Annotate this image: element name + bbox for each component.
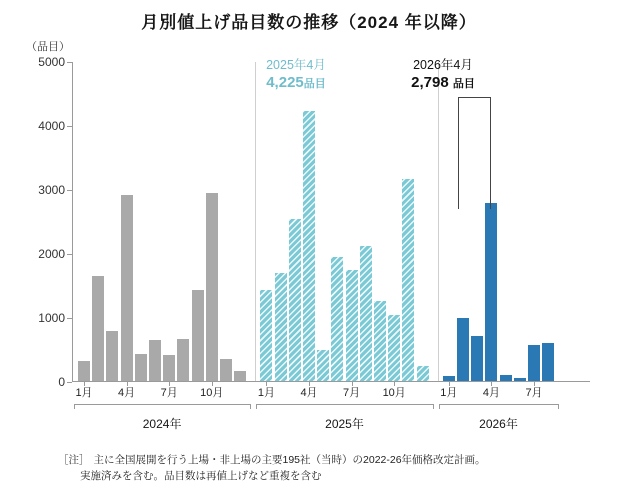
bar-2024年-12月 <box>234 371 246 381</box>
bar-2025年-12月 <box>417 366 429 381</box>
y-tick-1000: 1000 <box>38 311 65 325</box>
year-band-segment <box>256 404 432 405</box>
footnote-tag: ［注］ <box>58 454 90 466</box>
bar-2024年-2月 <box>92 276 104 381</box>
bar-2025年-6月 <box>331 257 343 381</box>
year-separator-1 <box>255 62 256 381</box>
bar-2024年-4月 <box>121 195 133 381</box>
bar-2025年-8月 <box>360 246 372 381</box>
year-band-tick <box>74 404 75 409</box>
bar-2025年-9月 <box>374 301 386 381</box>
bar-2026年-7月 <box>528 345 540 381</box>
bar-2025年-7月 <box>346 270 358 381</box>
bar-group <box>72 62 590 381</box>
x-axis-year-labels <box>72 415 590 433</box>
bar-2025年-4月 <box>303 111 315 381</box>
bar-2024年-9月 <box>192 290 204 381</box>
annotation-peak-2025-value: 4,225品目 <box>266 73 326 91</box>
x-axis-year-band <box>72 404 590 405</box>
bar-2024年-7月 <box>163 355 175 381</box>
plot-area <box>38 55 590 389</box>
year-band-segment <box>74 404 250 405</box>
x-axis-line <box>72 381 590 382</box>
year-band-segment <box>439 404 558 405</box>
bar-2026年-5月 <box>500 375 512 381</box>
x-tick-label: 1月 <box>75 387 93 399</box>
bar-2024年-8月 <box>177 339 189 381</box>
year-band-tick <box>439 404 440 409</box>
year-band-tick <box>433 404 434 409</box>
annotation-peak-2026-value: 2,798 品目 <box>411 73 475 91</box>
x-tick-label: 1月 <box>257 387 275 399</box>
footnote-line-2: 実施済みを含む。品目数は再値上げなど重複を含む <box>80 470 322 483</box>
footnote <box>58 452 603 485</box>
bar-2024年-1月 <box>78 361 90 381</box>
bar-2026年-4月 <box>485 203 497 382</box>
bar-2024年-5月 <box>135 354 147 381</box>
y-tick-mark-0 <box>67 382 72 383</box>
x-tick-label: 4月 <box>118 387 136 399</box>
x-tick-label: 10月 <box>200 387 224 399</box>
year-band-tick <box>558 404 559 409</box>
year-label: 2024年 <box>142 417 182 431</box>
annotation-peak-2026: 2026年4月 2,798 品目 <box>383 58 503 92</box>
bar-2026年-2月 <box>457 318 469 381</box>
x-tick-label: 4月 <box>300 387 318 399</box>
x-tick-label: 7月 <box>525 387 543 399</box>
y-axis-unit-label: （品目） <box>26 41 70 53</box>
bar-2026年-6月 <box>514 378 526 381</box>
bar-2024年-6月 <box>149 340 161 381</box>
x-tick-label: 4月 <box>482 387 500 399</box>
bar-2026年-3月 <box>471 336 483 381</box>
footnote-line-1: 主に全国展開を行う上場・非上場の主要195社（当時）の2022-26年価格改定計画。 <box>93 454 486 466</box>
y-tick-3000: 3000 <box>38 183 65 197</box>
y-tick-4000: 4000 <box>38 119 65 133</box>
year-label: 2025年 <box>325 417 364 431</box>
x-axis-month-labels <box>72 384 590 400</box>
bar-2025年-3月 <box>289 219 301 381</box>
bar-2025年-11月 <box>402 179 414 381</box>
y-tick-5000: 5000 <box>38 55 65 69</box>
bar-2025年-10月 <box>388 315 400 381</box>
year-band-tick <box>256 404 257 409</box>
x-tick-label: 7月 <box>343 387 361 399</box>
x-tick-label: 10月 <box>382 387 406 399</box>
y-tick-0: 0 <box>58 375 65 389</box>
annotation-peak-2025: 2025年4月 4,225品目 <box>236 58 356 92</box>
year-band-tick <box>250 404 251 409</box>
year-separator-2 <box>438 62 439 381</box>
bar-2024年-10月 <box>206 193 218 381</box>
bar-2026年-8月 <box>542 343 554 381</box>
bar-2025年-2月 <box>275 273 287 381</box>
annotation-leader-line <box>458 97 491 209</box>
bar-2024年-11月 <box>220 359 232 381</box>
bar-2025年-5月 <box>317 350 329 381</box>
bar-2024年-3月 <box>106 331 118 381</box>
year-label: 2026年 <box>479 417 518 431</box>
x-tick-label: 1月 <box>440 387 458 399</box>
y-tick-2000: 2000 <box>38 247 65 261</box>
chart-title: 月別値上げ品目数の推移（2024 年以降） <box>141 13 477 32</box>
x-tick-label: 7月 <box>160 387 178 399</box>
bar-2025年-1月 <box>260 290 272 381</box>
